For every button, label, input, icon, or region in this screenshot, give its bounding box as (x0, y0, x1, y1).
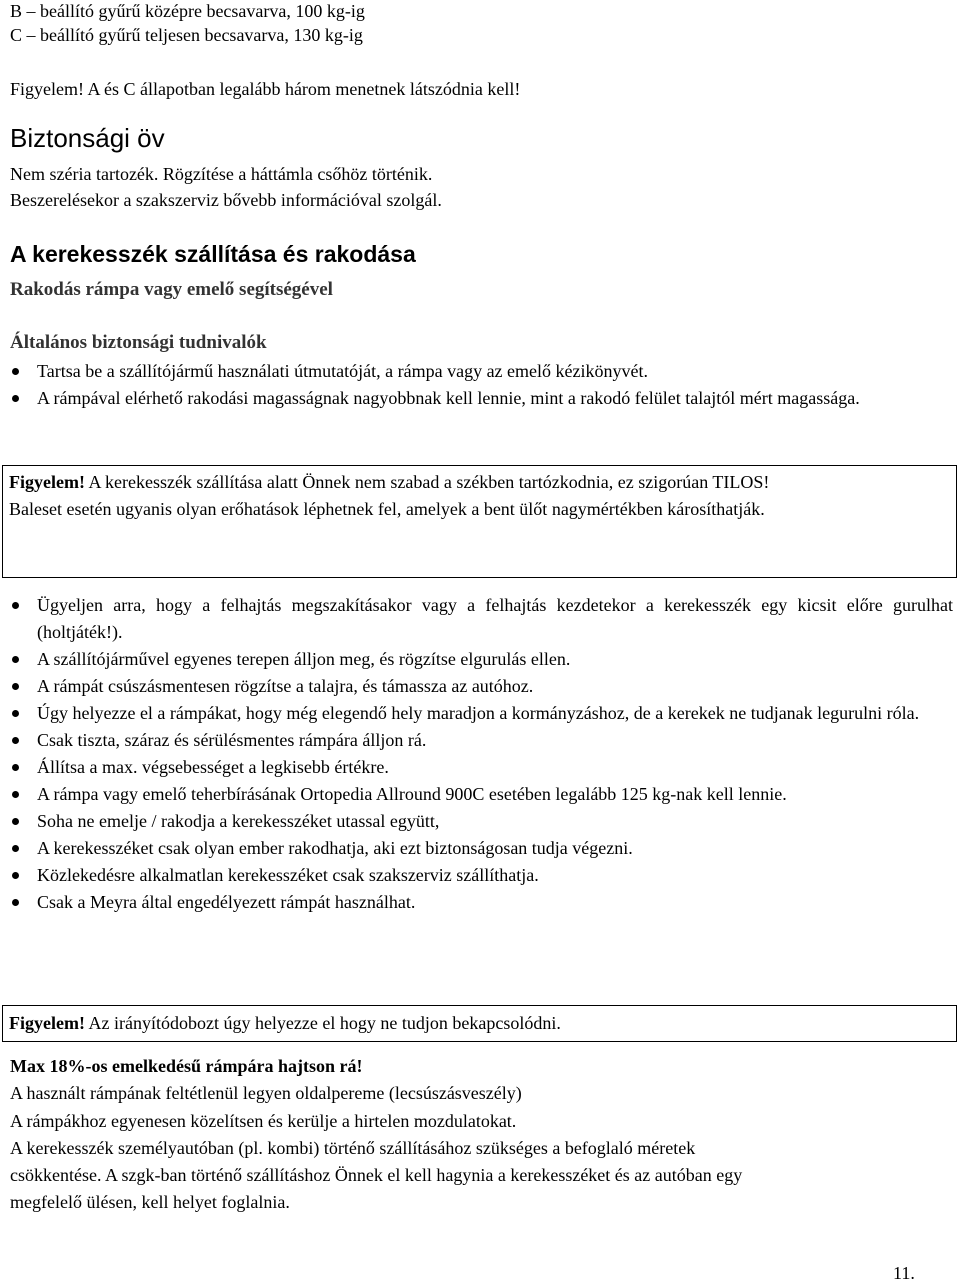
warning-paragraph-3: Figyelem! Az irányítódobozt úgy helyezze el hogy ne tudjon bekapcsolódni. (9, 1013, 561, 1033)
intro-attention: Figyelem! A és C állapotban legalább három menetnek látszódnia kell! (10, 79, 521, 99)
bullet-icon (12, 710, 19, 717)
intro-line-c: C – beállító gyűrű teljesen becsavarva, 130 kg-ig (10, 25, 363, 45)
car-transport-line-2: csökkentése. A szgk-ban történő szállításhoz Önnek el kell hagynia a kerekesszéket és az autóban egy (10, 1165, 743, 1185)
warning-label: Figyelem! (9, 1013, 85, 1033)
bullet-icon (12, 818, 19, 825)
belt-heading: Biztonsági öv (10, 123, 165, 153)
car-transport-line-3: megfelelő ülésen, kell helyet foglalnia. (10, 1192, 290, 1212)
max-slope-note: Max 18%-os emelkedésű rámpára hajtson rá! (10, 1056, 363, 1076)
safety-bullet-list-1 (0, 358, 960, 412)
list-item: A kerekesszéket csak olyan ember rakodhatja, aki ezt biztonságosan tudja végezni. (0, 835, 953, 862)
ramp-paragraph-1: A használt rámpának feltétlenül legyen oldalpereme (lecsúszásveszély) (10, 1083, 522, 1103)
page-number: 11. (893, 1263, 915, 1283)
bullet-icon (12, 737, 19, 744)
bullet-icon (12, 395, 19, 402)
list-item: Állítsa a max. végsebességet a legkisebb értékre. (0, 754, 953, 781)
bullet-icon (12, 872, 19, 879)
bullet-icon (12, 602, 19, 609)
warning-box-2 (2, 1005, 957, 1042)
list-item: Úgy helyezze el a rámpákat, hogy még elegendő hely maradjon a kormányzáshoz, de a kerekek ne tudjanak legurulni róla. (0, 700, 953, 727)
warning-paragraph-2: Baleset esetén ugyanis olyan erőhatások léphetnek fel, amelyek a bent ülőt nagymértékben károsíthatják. (9, 499, 765, 519)
list-item: Csak a Meyra által engedélyezett rámpát használhat. (0, 889, 953, 916)
list-item: Soha ne emelje / rakodja a kerekesszéket utassal együtt, (0, 808, 953, 835)
transport-subheading: Rakodás rámpa vagy emelő segítségével (10, 279, 333, 300)
warning-paragraph-1: Figyelem! A kerekesszék szállítása alatt Önnek nem szabad a székben tartózkodnia, ez szigorúan TILOS! (9, 472, 770, 492)
car-transport-line-1: A kerekesszék személyautóban (pl. kombi) történő szállításához szükséges a befoglaló méretek (10, 1138, 696, 1158)
bullet-icon (12, 683, 19, 690)
bullet-icon (12, 791, 19, 798)
list-item: Tartsa be a szállítójármű használati útmutatóját, a rámpa vagy az emelő kézikönyvét. (0, 358, 953, 385)
belt-line-1: Nem széria tartozék. Rögzítése a háttámla csőhöz történik. (10, 164, 433, 184)
safety-bullet-list-2 (0, 592, 960, 916)
list-item: Csak tiszta, száraz és sérülésmentes rámpára álljon rá. (0, 727, 953, 754)
warning-label: Figyelem! (9, 472, 85, 492)
belt-line-2: Beszerelésekor a szakszerviz bővebb információval szolgál. (10, 190, 442, 210)
list-item: A rámpával elérhető rakodási magasságnak nagyobbnak kell lennie, mint a rakodó felület talajtól mért magassága. (0, 385, 953, 412)
transport-heading: A kerekesszék szállítása és rakodása (10, 241, 416, 267)
bullet-icon (12, 845, 19, 852)
bullet-icon (12, 368, 19, 375)
list-item: A rámpa vagy emelő teherbírásának Ortopedia Allround 900C esetében legalább 125 kg-nak kell lennie. (0, 781, 953, 808)
list-item: A szállítójárművel egyenes terepen álljon meg, és rögzítse elgurulás ellen. (0, 646, 953, 673)
safety-heading: Általános biztonsági tudnivalók (10, 332, 267, 353)
intro-line-b: B – beállító gyűrű középre becsavarva, 100 kg-ig (10, 1, 365, 21)
list-item: Ügyeljen arra, hogy a felhajtás megszakításakor vagy a felhajtás kezdetekor a kerekesszék egy kicsit előre gurulhat (holtjáték!). (0, 592, 953, 646)
ramp-paragraph-2: A rámpákhoz egyenesen közelítsen és kerülje a hirtelen mozdulatokat. (10, 1111, 517, 1131)
list-item: A rámpát csúszásmentesen rögzítse a talajra, és támassza az autóhoz. (0, 673, 953, 700)
bullet-icon (12, 764, 19, 771)
list-item: Közlekedésre alkalmatlan kerekesszéket csak szakszerviz szállíthatja. (0, 862, 953, 889)
warning-box-1 (2, 465, 957, 578)
bullet-icon (12, 899, 19, 906)
bullet-icon (12, 656, 19, 663)
